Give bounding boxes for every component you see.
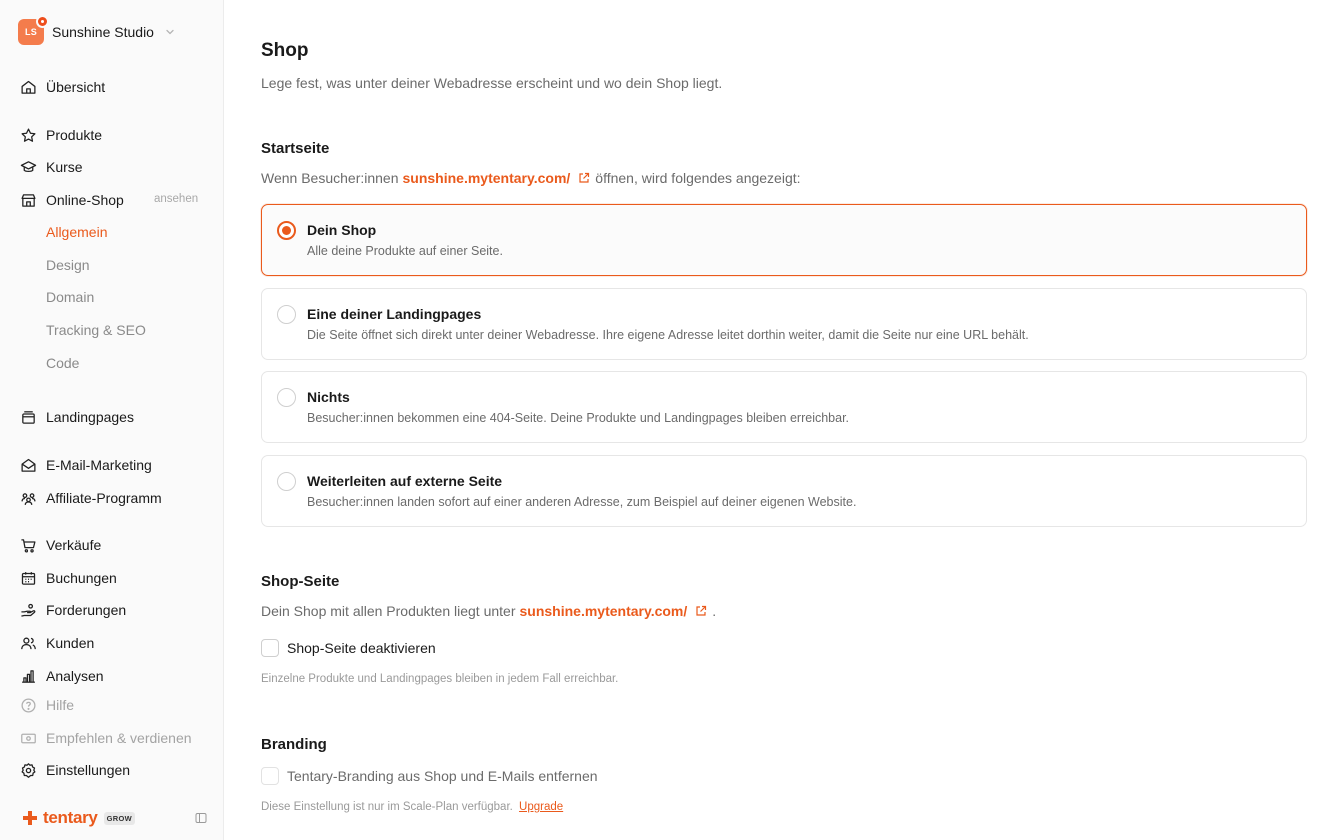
users-group-icon xyxy=(20,490,37,507)
sidebar-item-products[interactable] xyxy=(20,123,210,147)
sidebar-item-bookings[interactable] xyxy=(20,566,210,590)
workspace-initials: LS xyxy=(25,27,37,37)
sidebar-item-landingpages[interactable] xyxy=(20,405,210,429)
option-title: Weiterleiten auf externe Seite xyxy=(307,473,503,489)
option-title: Dein Shop xyxy=(307,222,377,238)
radio[interactable] xyxy=(277,305,296,324)
brand-logo xyxy=(22,808,135,828)
brand-logo-text: tentary xyxy=(43,808,98,827)
sidebar-item-courses[interactable] xyxy=(20,155,210,179)
sidebar-item-label: Hilfe xyxy=(46,697,75,713)
mail-open-icon xyxy=(20,457,37,474)
option-description: Alle deine Produkte auf einer Seite. xyxy=(307,244,503,258)
bar-chart-icon xyxy=(20,668,37,685)
page-title: Shop xyxy=(261,40,309,61)
sidebar xyxy=(0,0,224,840)
remove-branding-checkbox[interactable] xyxy=(261,767,279,785)
option-description: Besucher:innen bekommen eine 404-Seite. Deine Produkte und Landingpages bleiben erreichbar. xyxy=(307,411,850,425)
sidebar-item-label: Produkte xyxy=(46,127,103,143)
checkbox-label: Shop-Seite deaktivieren xyxy=(287,640,436,656)
option-title: Eine deiner Landingpages xyxy=(307,306,482,322)
startpage-url-link[interactable]: sunshine.mytentary.com/ xyxy=(402,170,571,186)
sidebar-collapse-icon[interactable] xyxy=(195,812,207,824)
sidebar-item-email-marketing[interactable] xyxy=(20,453,210,477)
pages-icon xyxy=(20,409,37,426)
sidebar-item-customers[interactable] xyxy=(20,631,210,655)
shop-page-text-after: . xyxy=(712,603,717,619)
shop-page-heading: Shop-Seite xyxy=(261,573,340,590)
shop-page-intro xyxy=(261,603,716,619)
sidebar-item-label: Kunden xyxy=(46,635,95,651)
external-link-icon[interactable] xyxy=(578,172,590,184)
help-circle-icon xyxy=(20,697,37,714)
sidebar-item-label: Affiliate-Programm xyxy=(46,490,162,506)
external-link-icon[interactable] xyxy=(695,605,707,617)
radio[interactable] xyxy=(277,388,296,407)
tentary-mark-icon xyxy=(22,810,38,826)
shop-page-url-link[interactable]: sunshine.mytentary.com/ xyxy=(519,603,688,619)
sidebar-item-help[interactable] xyxy=(20,693,210,717)
home-icon xyxy=(20,79,37,96)
calendar-icon xyxy=(20,570,37,587)
sidebar-item-label: Kurse xyxy=(46,159,83,175)
online-shop-view-link[interactable]: ansehen xyxy=(154,193,199,205)
sidebar-item-label: Empfehlen & verdienen xyxy=(46,730,192,746)
branding-hint-text: Diese Einstellung ist nur im Scale-Plan verfügbar. xyxy=(261,801,513,813)
sidebar-item-label: Forderungen xyxy=(46,602,127,618)
startpage-option-landingpage[interactable] xyxy=(261,288,1307,360)
sidebar-item-affiliate[interactable] xyxy=(20,486,210,510)
sidebar-item-refer-earn[interactable] xyxy=(20,726,210,750)
disable-shop-page-checkbox-row[interactable] xyxy=(261,638,436,658)
sidebar-item-sales[interactable] xyxy=(20,533,210,557)
workspace-switcher[interactable] xyxy=(18,18,208,46)
sidebar-subitem-domain[interactable]: Domain xyxy=(46,289,95,305)
startpage-heading: Startseite xyxy=(261,140,330,157)
sidebar-item-overview[interactable] xyxy=(20,75,210,99)
sidebar-item-label: Einstellungen xyxy=(46,762,131,778)
option-title: Nichts xyxy=(307,389,350,405)
remove-branding-checkbox-row[interactable] xyxy=(261,766,598,786)
startpage-intro-after: öffnen, wird folgendes angezeigt: xyxy=(595,170,801,186)
banknote-icon xyxy=(20,730,37,747)
shop-page-text-before: Dein Shop mit allen Produkten liegt unter xyxy=(261,603,516,619)
sidebar-subitem-code[interactable]: Code xyxy=(46,355,80,371)
startpage-option-shop[interactable] xyxy=(261,204,1307,276)
cart-icon xyxy=(20,537,37,554)
notification-dot-icon xyxy=(36,15,49,28)
checkbox-label: Tentary-Branding aus Shop und E-Mails entfernen xyxy=(287,768,598,784)
startpage-option-nothing[interactable] xyxy=(261,371,1307,443)
option-description: Die Seite öffnet sich direkt unter deiner Webadresse. Ihre eigene Adresse leitet dorthin weiter, damit die Seite nur eine URL behält. xyxy=(307,328,1029,342)
startpage-intro-before: Wenn Besucher:innen xyxy=(261,170,399,186)
sidebar-item-label: Verkäufe xyxy=(46,537,102,553)
store-icon xyxy=(20,192,37,209)
sidebar-item-label: Landingpages xyxy=(46,409,134,425)
users-icon xyxy=(20,635,37,652)
hand-coins-icon xyxy=(20,602,37,619)
branding-hint xyxy=(261,801,563,813)
star-icon xyxy=(20,127,37,144)
plan-badge: GROW xyxy=(104,812,135,825)
sidebar-item-label: Buchungen xyxy=(46,570,117,586)
radio[interactable] xyxy=(277,472,296,491)
sidebar-item-label: Analysen xyxy=(46,668,104,684)
sidebar-subitem-tracking[interactable]: Tracking & SEO xyxy=(46,322,146,338)
sidebar-subitem-design[interactable]: Design xyxy=(46,257,90,273)
chevron-down-icon xyxy=(164,26,176,38)
workspace-name: Sunshine Studio xyxy=(52,24,154,40)
graduation-cap-icon xyxy=(20,159,37,176)
startpage-option-redirect[interactable] xyxy=(261,455,1307,527)
disable-shop-page-checkbox[interactable] xyxy=(261,639,279,657)
branding-heading: Branding xyxy=(261,736,327,753)
startpage-intro xyxy=(261,170,801,186)
sidebar-item-label: E-Mail-Marketing xyxy=(46,457,152,473)
sidebar-item-analytics[interactable] xyxy=(20,664,210,688)
sidebar-item-settings[interactable] xyxy=(20,758,210,782)
sidebar-subitem-general[interactable]: Allgemein xyxy=(46,224,108,240)
sidebar-item-claims[interactable] xyxy=(20,598,210,622)
sidebar-item-label: Online-Shop xyxy=(46,192,124,208)
page-subtitle: Lege fest, was unter deiner Webadresse erscheint und wo dein Shop liegt. xyxy=(261,75,723,91)
radio-selected[interactable] xyxy=(277,221,296,240)
workspace-avatar xyxy=(18,19,44,45)
gear-icon xyxy=(20,762,37,779)
sidebar-item-label: Übersicht xyxy=(46,79,106,95)
shop-page-hint: Einzelne Produkte und Landingpages bleiben in jedem Fall erreichbar. xyxy=(261,673,619,685)
upgrade-link[interactable]: Upgrade xyxy=(519,801,564,813)
option-description: Besucher:innen landen sofort auf einer anderen Adresse, zum Beispiel auf deiner eigenen Website. xyxy=(307,495,857,509)
